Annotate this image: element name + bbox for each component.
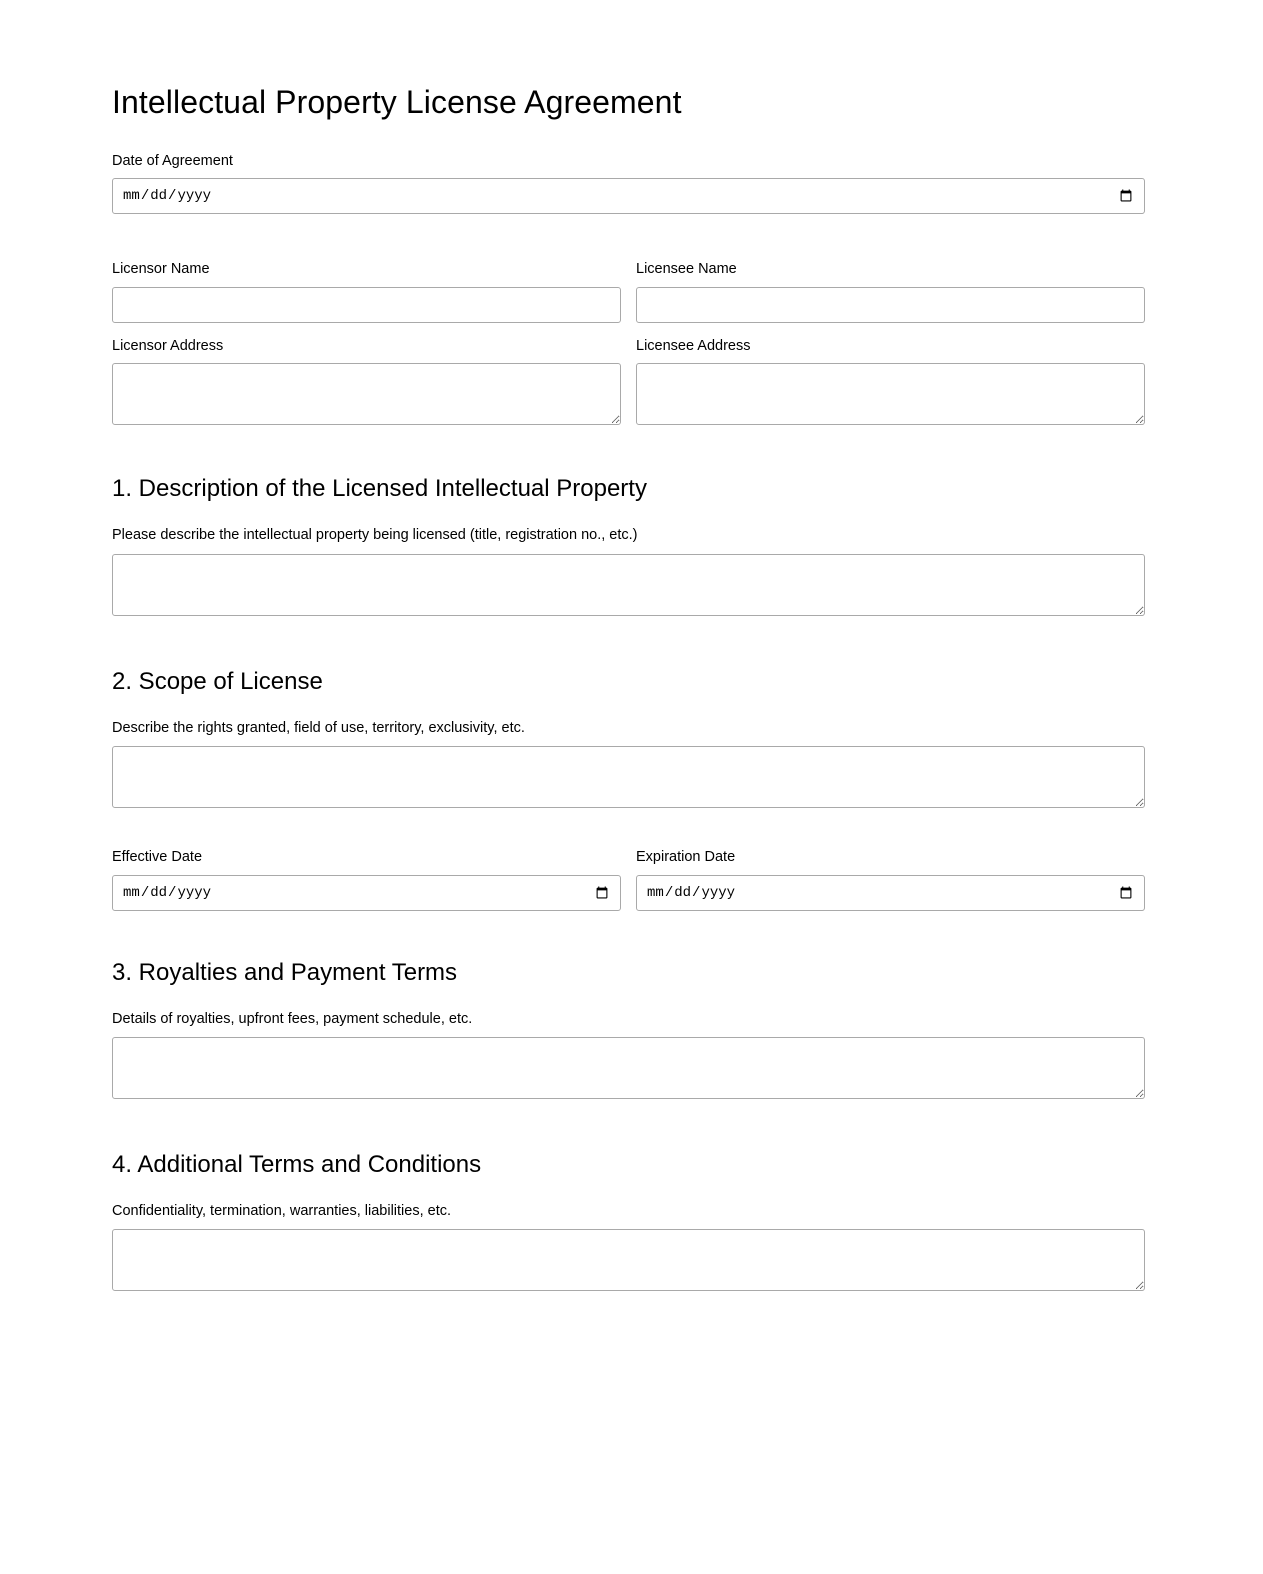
licensee-name-input[interactable]	[636, 287, 1145, 323]
licensor-name-label: Licensor Name	[112, 261, 210, 278]
page-title: Intellectual Property License Agreement	[112, 84, 682, 120]
licensee-address-label: Licensee Address	[636, 337, 751, 354]
licensee-name-label: Licensee Name	[636, 261, 737, 278]
effective-date-label: Effective Date	[112, 849, 203, 866]
section-additional-terms	[112, 1151, 1145, 1291]
licensor-address-label: Licensor Address	[112, 337, 224, 354]
date-of-agreement-field-group	[112, 152, 1145, 215]
section-2-helper-text: Describe the rights granted, field of use, territory, exclusivity, etc.	[112, 719, 525, 736]
date-of-agreement-input[interactable]	[112, 178, 1145, 214]
section-1-heading: 1. Description of the Licensed Intellectual Property	[112, 475, 647, 503]
expiration-date-input[interactable]	[636, 875, 1145, 911]
license-dates-row	[112, 848, 1145, 911]
section-3-textarea[interactable]	[112, 1037, 1145, 1099]
licensee-name-field-group	[636, 260, 1145, 323]
licensor-name-field-group	[112, 260, 621, 323]
licensor-address-field-group	[112, 337, 621, 426]
section-scope-of-license	[112, 668, 1145, 808]
licensor-address-textarea[interactable]	[112, 363, 621, 425]
document-page	[112, 0, 1145, 1291]
section-description-of-ip	[112, 475, 1145, 615]
section-4-heading: 4. Additional Terms and Conditions	[112, 1151, 482, 1179]
section-royalties-and-payment	[112, 959, 1145, 1099]
section-1-helper-text: Please describe the intellectual property being licensed (title, registration no., etc.)	[112, 527, 638, 544]
section-2-heading: 2. Scope of License	[112, 667, 323, 695]
expiration-date-field-group	[636, 848, 1145, 911]
section-3-heading: 3. Royalties and Payment Terms	[112, 958, 458, 986]
expiration-date-label: Expiration Date	[636, 849, 736, 866]
licensor-column	[112, 260, 621, 425]
section-1-textarea[interactable]	[112, 554, 1145, 616]
date-of-agreement-label: Date of Agreement	[112, 152, 233, 169]
licensor-name-input[interactable]	[112, 287, 621, 323]
licensee-column	[636, 260, 1145, 425]
section-4-helper-text: Confidentiality, termination, warranties, liabilities, etc.	[112, 1202, 452, 1219]
effective-date-field-group	[112, 848, 621, 911]
parties-row	[112, 260, 1145, 425]
section-4-textarea[interactable]	[112, 1229, 1145, 1291]
licensee-address-textarea[interactable]	[636, 363, 1145, 425]
effective-date-input[interactable]	[112, 875, 621, 911]
section-2-textarea[interactable]	[112, 746, 1145, 808]
section-3-helper-text: Details of royalties, upfront fees, payment schedule, etc.	[112, 1010, 473, 1027]
licensee-address-field-group	[636, 337, 1145, 426]
